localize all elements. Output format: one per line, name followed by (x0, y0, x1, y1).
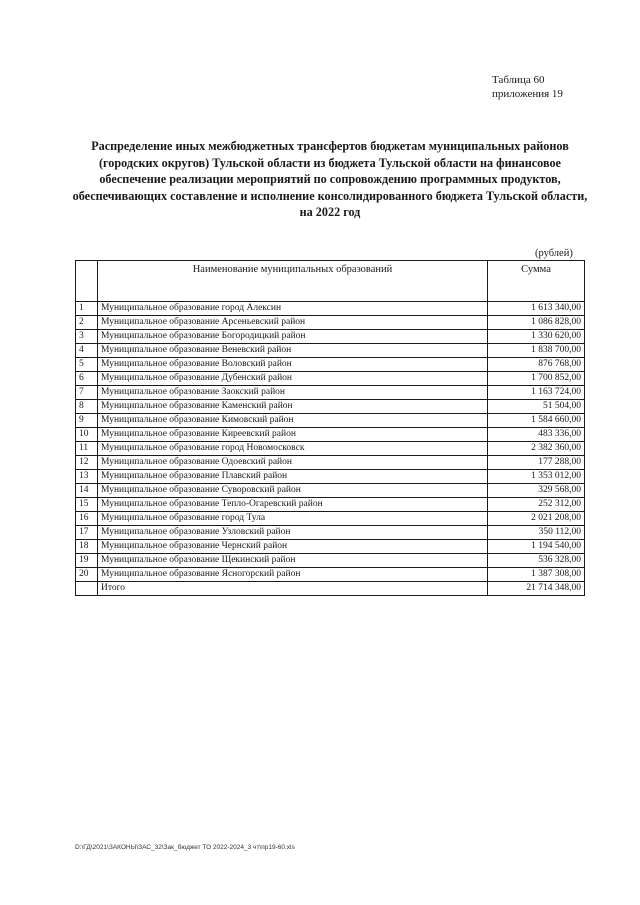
table-row (76, 470, 585, 484)
amount-cell: 1 194 540,00 (488, 540, 585, 554)
municipality-name-cell: Муниципальное образование город Новомосковск (98, 442, 488, 456)
row-number-cell: 15 (76, 498, 98, 512)
municipality-name-cell: Муниципальное образование Тепло-Огаревский район (98, 498, 488, 512)
amount-cell: 1 700 852,00 (488, 372, 585, 386)
table-row (76, 400, 585, 414)
appendix-label: приложения 19 (492, 88, 563, 100)
table-header-row (76, 261, 585, 302)
table-row (76, 484, 585, 498)
row-number-cell: 13 (76, 470, 98, 484)
table-reference (492, 73, 563, 101)
municipality-name-cell: Муниципальное образование Узловский район (98, 526, 488, 540)
municipality-name-cell: Муниципальное образование Богородицкий район (98, 330, 488, 344)
header-sum-cell: Сумма (488, 261, 585, 302)
table-row (76, 498, 585, 512)
file-path-footer: D:\ГД\2021\ЗАКОНЫ\ЗАС_32\Зак_бюджет ТО 2022-2024_3 чт\пр19-60.xls (75, 844, 295, 851)
amount-cell: 177 288,00 (488, 456, 585, 470)
table-row (76, 428, 585, 442)
municipality-name-cell: Муниципальное образование Каменский район (98, 400, 488, 414)
amount-cell: 2 021 208,00 (488, 512, 585, 526)
header-name-cell: Наименование муниципальных образований (98, 261, 488, 302)
row-number-cell: 5 (76, 358, 98, 372)
amount-cell: 483 336,00 (488, 428, 585, 442)
row-number-cell: 18 (76, 540, 98, 554)
row-number-cell: 20 (76, 568, 98, 582)
amount-cell: 2 382 360,00 (488, 442, 585, 456)
amount-cell: 51 504,00 (488, 400, 585, 414)
table-row (76, 554, 585, 568)
municipality-name-cell: Муниципальное образование Чернский район (98, 540, 488, 554)
municipality-name-cell: Муниципальное образование Заокский район (98, 386, 488, 400)
municipality-name-cell: Муниципальное образование Киреевский район (98, 428, 488, 442)
amount-cell: 1 330 620,00 (488, 330, 585, 344)
row-number-cell: 8 (76, 400, 98, 414)
total-label-cell: Итого (98, 582, 488, 596)
table-number-label: Таблица 60 (492, 74, 545, 86)
amount-cell: 1 838 700,00 (488, 344, 585, 358)
row-number-cell: 4 (76, 344, 98, 358)
total-row (76, 582, 585, 596)
table-body (76, 302, 585, 596)
table-row (76, 302, 585, 316)
row-number-cell: 3 (76, 330, 98, 344)
municipality-name-cell: Муниципальное образование Воловский район (98, 358, 488, 372)
transfers-table (75, 260, 585, 596)
row-number-cell: 16 (76, 512, 98, 526)
municipality-name-cell: Муниципальное образование Кимовский район (98, 414, 488, 428)
table-row (76, 442, 585, 456)
municipality-name-cell: Муниципальное образование Дубенский район (98, 372, 488, 386)
row-number-cell: 14 (76, 484, 98, 498)
table-row (76, 330, 585, 344)
table-row (76, 568, 585, 582)
row-number-cell: 12 (76, 456, 98, 470)
row-number-cell: 2 (76, 316, 98, 330)
total-amount-cell: 21 714 348,00 (488, 582, 585, 596)
table-row (76, 414, 585, 428)
document-title: Распределение иных межбюджетных трансфертов бюджетам муниципальных районов (городских округов) Тульской области из бюджета Тульской области на финансовое обеспечение реализации мероприятий по сопровождению программных продуктов, обеспечивающих составление и исполнение консолидированного бюджета Тульской области, на 2022 год (72, 139, 588, 219)
amount-cell: 1 163 724,00 (488, 386, 585, 400)
municipality-name-cell: Муниципальное образование Веневский район (98, 344, 488, 358)
table-row (76, 540, 585, 554)
amount-cell: 1 387 308,00 (488, 568, 585, 582)
table-row (76, 512, 585, 526)
amount-cell: 1 353 012,00 (488, 470, 585, 484)
table-row (76, 316, 585, 330)
table-row (76, 456, 585, 470)
table-row (76, 386, 585, 400)
row-number-cell: 7 (76, 386, 98, 400)
municipality-name-cell: Муниципальное образование Суворовский район (98, 484, 488, 498)
row-number-cell: 9 (76, 414, 98, 428)
amount-cell: 1 613 340,00 (488, 302, 585, 316)
amount-cell: 876 768,00 (488, 358, 585, 372)
table-row (76, 358, 585, 372)
row-number-cell: 1 (76, 302, 98, 316)
municipality-name-cell: Муниципальное образование город Алексин (98, 302, 488, 316)
municipality-name-cell: Муниципальное образование Арсеньевский район (98, 316, 488, 330)
row-number-cell: 19 (76, 554, 98, 568)
municipality-name-cell: Муниципальное образование Щекинский район (98, 554, 488, 568)
row-number-cell: 11 (76, 442, 98, 456)
amount-cell: 536 328,00 (488, 554, 585, 568)
municipality-name-cell: Муниципальное образование город Тула (98, 512, 488, 526)
row-number-cell: 6 (76, 372, 98, 386)
municipality-name-cell: Муниципальное образование Плавский район (98, 470, 488, 484)
table-row (76, 372, 585, 386)
municipality-name-cell: Муниципальное образование Ясногорский район (98, 568, 488, 582)
municipality-name-cell: Муниципальное образование Одоевский район (98, 456, 488, 470)
header-number-cell (76, 261, 98, 302)
table-row (76, 344, 585, 358)
units-label: (рублей) (535, 248, 573, 259)
total-number-cell (76, 582, 98, 596)
amount-cell: 350 112,00 (488, 526, 585, 540)
amount-cell: 329 568,00 (488, 484, 585, 498)
amount-cell: 252 312,00 (488, 498, 585, 512)
amount-cell: 1 086 828,00 (488, 316, 585, 330)
table-row (76, 526, 585, 540)
amount-cell: 1 584 660,00 (488, 414, 585, 428)
row-number-cell: 10 (76, 428, 98, 442)
row-number-cell: 17 (76, 526, 98, 540)
